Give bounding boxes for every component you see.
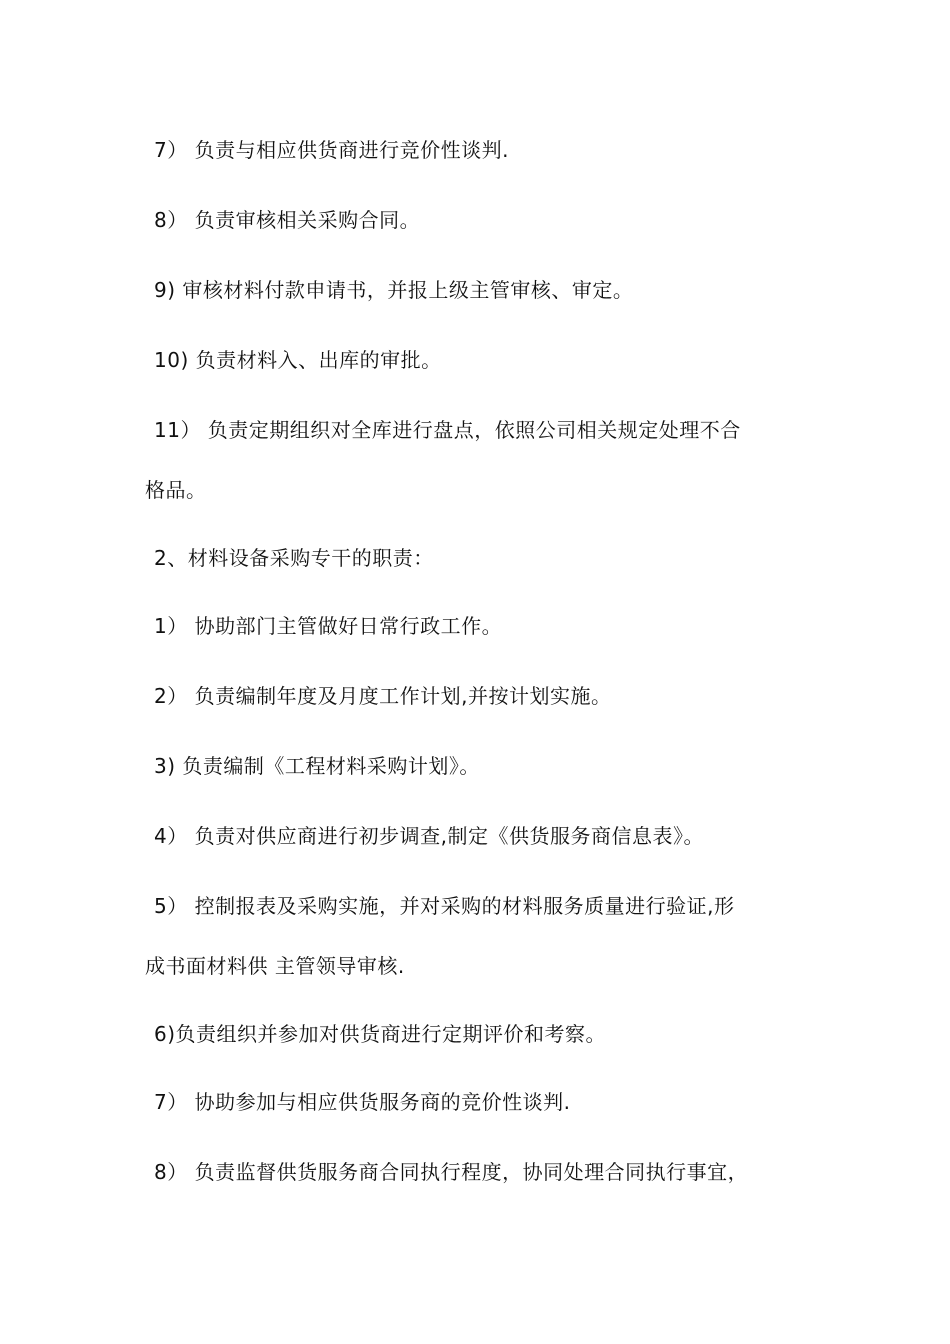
list-item: 4） 负责对供应商进行初步调查,制定《供货服务商信息表》。	[154, 824, 704, 848]
list-item: 3) 负责编制《工程材料采购计划》。	[154, 754, 480, 778]
list-item: 5） 控制报表及采购实施，并对采购的材料服务质量进行验证,形	[154, 894, 735, 918]
list-item: 7） 协助参加与相应供货服务商的竞价性谈判.	[154, 1090, 571, 1114]
list-item: 8） 负责审核相关采购合同。	[154, 208, 421, 232]
list-item-continuation: 成书面材料供 主管领导审核.	[145, 954, 405, 978]
list-item-continuation: 格品。	[145, 478, 207, 502]
list-item: 2） 负责编制年度及月度工作计划,并按计划实施。	[154, 684, 612, 708]
list-item: 1） 协助部门主管做好日常行政工作。	[154, 614, 503, 638]
list-item: 6)负责组织并参加对供货商进行定期评价和考察。	[154, 1022, 607, 1046]
list-item: 8） 负责监督供货服务商合同执行程度，协同处理合同执行事宜，	[154, 1160, 749, 1184]
section-heading: 2、材料设备采购专干的职责：	[154, 546, 434, 570]
list-item: 11） 负责定期组织对全库进行盘点，依照公司相关规定处理不合	[154, 418, 741, 442]
list-item: 7） 负责与相应供货商进行竞价性谈判.	[154, 138, 509, 162]
list-item: 10) 负责材料入、出库的审批。	[154, 348, 442, 372]
list-item: 9) 审核材料付款申请书，并报上级主管审核、审定。	[154, 278, 634, 302]
